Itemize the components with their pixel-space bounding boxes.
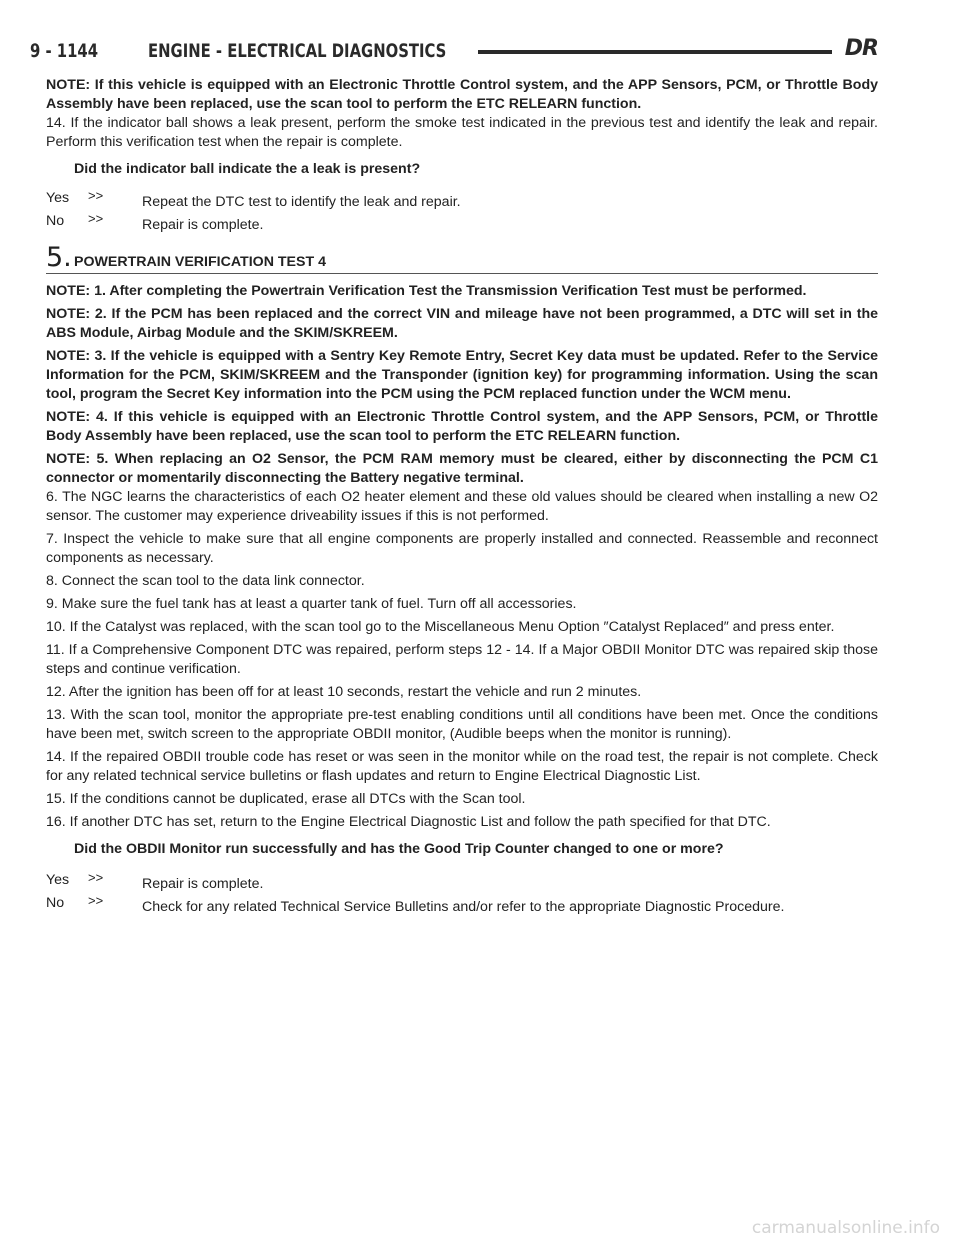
step-10: 10. If the Catalyst was replaced, with the scan tool go to the Miscellaneous Menu Option ″Catalyst Replaced″ and press enter. — [46, 619, 835, 635]
arrow-icon: >> — [88, 188, 104, 203]
page-header — [30, 36, 878, 66]
answer-text: Repair is complete. — [142, 217, 264, 233]
etc-relearn-note: NOTE: If this vehicle is equipped with an Electronic Throttle Control system, and the APP Sensors, PCM, or Throttle Body Assembly have been replaced, use the scan tool to perform the ETC RELEARN function. — [46, 77, 878, 112]
page-content — [46, 76, 878, 913]
answer-text: Repair is complete. — [142, 876, 264, 892]
step-16: 16. If another DTC has set, return to the Engine Electrical Diagnostic List and follow the path specified for that DTC. — [46, 814, 771, 830]
answer-label: No — [46, 213, 65, 229]
leak-question: Did the indicator ball indicate the a leak is present? — [74, 161, 421, 177]
answer-label: No — [46, 895, 65, 911]
arrow-icon: >> — [88, 870, 104, 885]
step-6: 6. The NGC learns the characteristics of each O2 heater element and these old values should be cleared when installing a new O2 sensor. The customer may experience driveability issues if this is not performed. — [46, 489, 878, 524]
answer-label: Yes — [46, 190, 70, 206]
answer-text: Check for any related Technical Service Bulletins and/or refer to the appropriate Diagnostic Procedure. — [142, 899, 785, 915]
header-rule — [478, 50, 832, 54]
answer-no — [46, 894, 878, 913]
note-4: NOTE: 4. If this vehicle is equipped with an Electronic Throttle Control system, and the APP Sensors, PCM, or Throttle Body Assembly have been replaced, use the scan tool to perform the ETC RELEARN function. — [46, 409, 878, 444]
answer-label: Yes — [46, 872, 70, 888]
arrow-icon: >> — [88, 211, 104, 226]
step-9: 9. Make sure the fuel tank has at least a quarter tank of fuel. Turn off all accessories. — [46, 596, 577, 612]
step-15: 15. If the conditions cannot be duplicated, erase all DTCs with the Scan tool. — [46, 791, 526, 807]
arrow-icon: >> — [88, 893, 104, 908]
test-5-heading — [46, 242, 878, 274]
answer-yes — [46, 871, 878, 890]
step-11: 11. If a Comprehensive Component DTC was repaired, perform steps 12 - 14. If a Major OBDII Monitor DTC was repaired skip those steps and continue verification. — [46, 642, 878, 677]
answer-no — [46, 212, 878, 231]
model-code: DR — [844, 36, 878, 61]
note-1: NOTE: 1. After completing the Powertrain Verification Test the Transmission Verification Test must be performed. — [46, 283, 807, 299]
page-number: 9 - 1144 — [30, 40, 99, 62]
note-2: NOTE: 2. If the PCM has been replaced and the correct VIN and mileage have not been programmed, a DTC will set in the ABS Module, Airbag Module and the SKIM/SKREEM. — [46, 306, 878, 341]
watermark: carmanualsonline.info — [751, 1218, 940, 1238]
answer-text: Repeat the DTC test to identify the leak and repair. — [142, 194, 461, 210]
note-3: NOTE: 3. If the vehicle is equipped with a Sentry Key Remote Entry, Secret Key data must be updated. Refer to the Service Information for the PCM, SKIM/SKREEM and the Transponder (ignition key) for programming information. Using the scan tool, program the Secret Key information into the PCM using the PCM replaced function under the WCM menu. — [46, 348, 878, 402]
test-number: 5. — [46, 242, 72, 273]
step-14: 14. If the repaired OBDII trouble code has reset or was seen in the monitor while on the road test, the repair is not complete. Check for any related technical service bulletins or flash updates and return to Engine Electrical Diagnostic List. — [46, 749, 878, 784]
step-7: 7. Inspect the vehicle to make sure that all engine components are properly installed and connected. Reassemble and reconnect components as necessary. — [46, 531, 878, 566]
note-5: NOTE: 5. When replacing an O2 Sensor, the PCM RAM memory must be cleared, either by disconnecting the PCM C1 connector or momentarily disconnecting the Battery negative terminal. — [46, 451, 878, 486]
section-title: ENGINE - ELECTRICAL DIAGNOSTICS — [148, 40, 447, 62]
answer-yes — [46, 189, 878, 208]
step-14-smoke-test: 14. If the indicator ball shows a leak present, perform the smoke test indicated in the previous test and identify the leak and repair. Perform this verification test when the repair is complete. — [46, 115, 878, 150]
step-13: 13. With the scan tool, monitor the appropriate pre-test enabling conditions until all conditions have been met. Once the conditions have been met, switch screen to the appropriate OBDII monitor, (Audible beeps when the monitor is running). — [46, 707, 878, 742]
step-8: 8. Connect the scan tool to the data link connector. — [46, 573, 365, 589]
step-12: 12. After the ignition has been off for at least 10 seconds, restart the vehicle and run 2 minutes. — [46, 684, 642, 700]
obdii-question: Did the OBDII Monitor run successfully and has the Good Trip Counter changed to one or more? — [74, 841, 724, 857]
test-title: POWERTRAIN VERIFICATION TEST 4 — [74, 254, 326, 270]
